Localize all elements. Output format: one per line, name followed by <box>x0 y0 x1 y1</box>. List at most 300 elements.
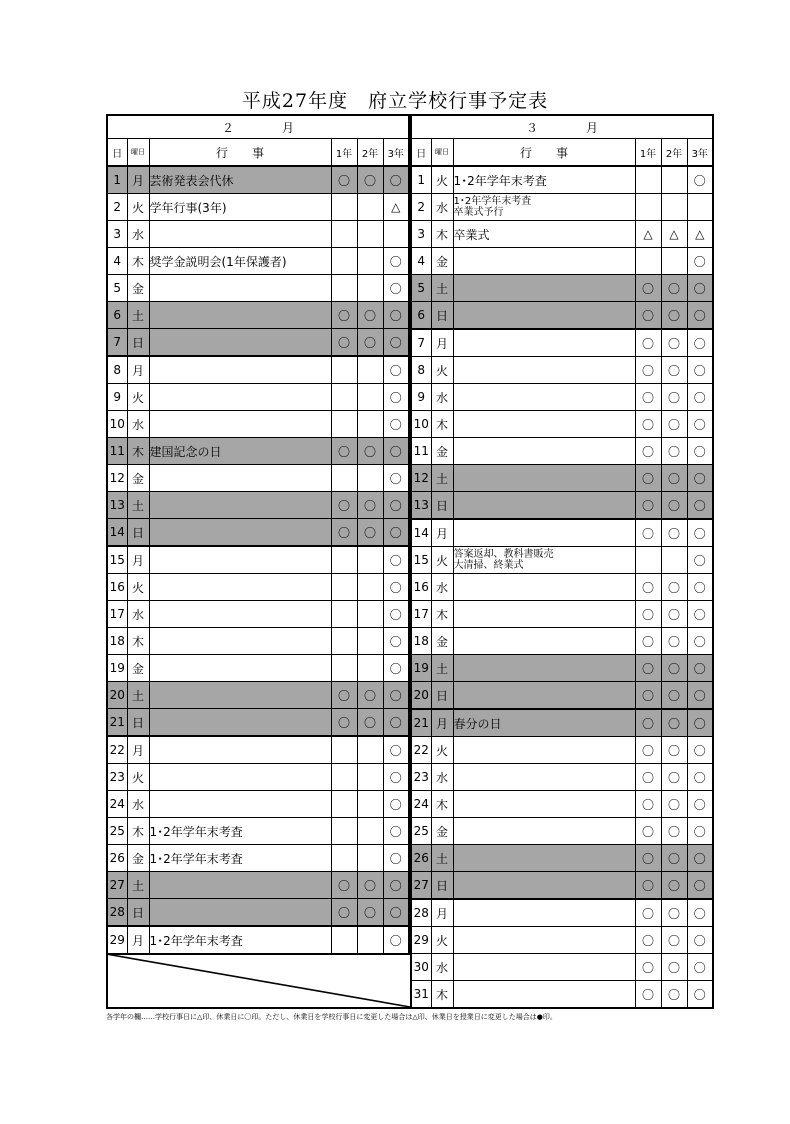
year1-mark: 〇 <box>635 302 661 330</box>
event-text <box>453 845 635 872</box>
header-year2: 2年 <box>357 139 383 167</box>
weekday: 金 <box>127 465 149 492</box>
year3-mark: 〇 <box>687 275 713 302</box>
day-row <box>411 547 713 574</box>
event-text <box>149 329 331 357</box>
event-text <box>453 655 635 682</box>
year3-mark: 〇 <box>687 384 713 411</box>
year1-mark: 〇 <box>331 438 357 465</box>
year2-mark <box>357 546 383 574</box>
day-number: 20 <box>411 682 431 710</box>
day-row <box>107 438 409 465</box>
weekday: 火 <box>431 737 453 764</box>
event-text <box>453 899 635 927</box>
day-number: 4 <box>411 248 431 275</box>
year1-mark: 〇 <box>635 357 661 384</box>
year2-mark <box>357 818 383 845</box>
day-row <box>107 926 409 954</box>
weekday: 金 <box>431 628 453 655</box>
weekday: 水 <box>431 954 453 981</box>
weekday: 日 <box>127 899 149 927</box>
year2-mark <box>357 791 383 818</box>
year3-mark: 〇 <box>687 166 713 194</box>
event-text <box>149 872 331 899</box>
event-text-line1: 1･2年学年末考査 <box>453 196 532 207</box>
event-text <box>453 981 635 1009</box>
event-text <box>453 302 635 330</box>
year3-mark: 〇 <box>687 845 713 872</box>
year2-mark: 〇 <box>661 275 687 302</box>
weekday: 木 <box>127 248 149 275</box>
year2-mark: 〇 <box>661 492 687 520</box>
day-number: 30 <box>411 954 431 981</box>
year2-mark <box>357 655 383 682</box>
page-title: 平成27年度 府立学校行事予定表 <box>241 90 549 112</box>
day-number: 7 <box>107 329 127 357</box>
weekday: 土 <box>127 872 149 899</box>
event-text <box>453 329 635 357</box>
event-text-line2: 卒業式予行 <box>453 207 504 218</box>
event-text: 1･2年学年末考査 <box>149 926 331 954</box>
year2-mark: 〇 <box>661 764 687 791</box>
day-row <box>411 845 713 872</box>
header-weekday: 曜日 <box>431 139 453 167</box>
year2-mark <box>357 736 383 764</box>
day-row <box>107 411 409 438</box>
weekday: 土 <box>431 845 453 872</box>
year1-mark <box>331 574 357 601</box>
year3-mark: 〇 <box>383 465 409 492</box>
year3-mark: 〇 <box>383 655 409 682</box>
day-number: 12 <box>411 465 431 492</box>
weekday: 火 <box>431 927 453 954</box>
year1-mark: 〇 <box>635 764 661 791</box>
diagonal-line <box>106 954 410 1007</box>
event-text: 芸術発表会代休 <box>149 166 331 194</box>
year2-mark <box>661 194 687 221</box>
year2-mark: 〇 <box>357 302 383 329</box>
year1-mark <box>331 411 357 438</box>
header-year2: 2年 <box>661 139 687 167</box>
year3-mark: 〇 <box>383 628 409 655</box>
year1-mark: 〇 <box>635 329 661 357</box>
month-label-february: ２ 月 <box>107 115 409 139</box>
year2-mark: 〇 <box>357 709 383 737</box>
day-number: 22 <box>411 737 431 764</box>
year3-mark: 〇 <box>687 357 713 384</box>
year1-mark: 〇 <box>635 492 661 520</box>
day-row <box>411 737 713 764</box>
year3-mark: 〇 <box>687 601 713 628</box>
day-row <box>107 818 409 845</box>
weekday: 土 <box>431 465 453 492</box>
weekday: 木 <box>431 981 453 1009</box>
year3-mark: 〇 <box>687 872 713 900</box>
day-number: 24 <box>107 791 127 818</box>
year3-mark: 〇 <box>687 465 713 492</box>
weekday: 金 <box>431 438 453 465</box>
year3-mark: 〇 <box>687 899 713 927</box>
event-text <box>453 357 635 384</box>
weekday: 水 <box>431 384 453 411</box>
year2-mark: 〇 <box>357 899 383 927</box>
year2-mark: 〇 <box>661 981 687 1009</box>
day-number: 11 <box>411 438 431 465</box>
year2-mark: △ <box>661 221 687 248</box>
day-number: 31 <box>411 981 431 1009</box>
year1-mark: 〇 <box>635 384 661 411</box>
year3-mark: 〇 <box>687 411 713 438</box>
year3-mark: 〇 <box>383 601 409 628</box>
year1-mark: 〇 <box>635 275 661 302</box>
day-number: 17 <box>411 601 431 628</box>
day-number: 17 <box>107 601 127 628</box>
year1-mark <box>331 601 357 628</box>
day-row <box>411 275 713 302</box>
year3-mark: 〇 <box>687 574 713 601</box>
day-row <box>411 927 713 954</box>
weekday: 土 <box>127 302 149 329</box>
day-number: 27 <box>411 872 431 900</box>
year2-mark <box>357 465 383 492</box>
weekday: 木 <box>127 438 149 465</box>
year2-mark <box>661 547 687 574</box>
day-number: 16 <box>107 574 127 601</box>
event-text-line2: 大清掃、終業式 <box>453 560 524 571</box>
day-number: 13 <box>107 492 127 519</box>
year2-mark: 〇 <box>661 818 687 845</box>
year3-mark: 〇 <box>687 818 713 845</box>
year2-mark: 〇 <box>661 438 687 465</box>
year1-mark: 〇 <box>635 981 661 1009</box>
march-schedule-table <box>410 114 714 1009</box>
day-number: 1 <box>411 166 431 194</box>
event-text <box>149 899 331 927</box>
day-number: 23 <box>411 764 431 791</box>
february-schedule-table <box>106 114 410 955</box>
day-row <box>411 221 713 248</box>
event-text <box>149 302 331 329</box>
day-row <box>107 655 409 682</box>
event-text <box>149 411 331 438</box>
year2-mark <box>357 194 383 221</box>
event-text <box>149 736 331 764</box>
weekday: 水 <box>431 764 453 791</box>
march-table-container <box>410 114 714 1009</box>
header-event: 行 事 <box>453 139 635 167</box>
year3-mark: 〇 <box>687 438 713 465</box>
event-text <box>453 519 635 547</box>
year2-mark: 〇 <box>661 302 687 330</box>
day-number: 25 <box>107 818 127 845</box>
day-number: 8 <box>107 356 127 384</box>
weekday: 日 <box>127 329 149 357</box>
day-number: 23 <box>107 764 127 791</box>
year2-mark <box>357 221 383 248</box>
weekday: 日 <box>127 519 149 547</box>
year3-mark: 〇 <box>687 655 713 682</box>
day-number: 1 <box>107 166 127 194</box>
year3-mark: 〇 <box>383 926 409 954</box>
year1-mark: 〇 <box>635 927 661 954</box>
year1-mark <box>331 818 357 845</box>
day-number: 14 <box>411 519 431 547</box>
year1-mark: 〇 <box>635 899 661 927</box>
weekday: 火 <box>127 764 149 791</box>
event-text <box>149 492 331 519</box>
day-row <box>411 954 713 981</box>
day-row <box>411 791 713 818</box>
year1-mark <box>331 736 357 764</box>
day-row <box>411 357 713 384</box>
day-row <box>411 384 713 411</box>
year1-mark: 〇 <box>635 954 661 981</box>
day-row <box>411 492 713 520</box>
day-number: 29 <box>107 926 127 954</box>
header-day: 日 <box>107 139 127 167</box>
year2-mark: 〇 <box>661 519 687 547</box>
day-row <box>411 465 713 492</box>
day-row <box>411 194 713 221</box>
header-year3: 3年 <box>383 139 409 167</box>
year2-mark: 〇 <box>661 927 687 954</box>
weekday: 木 <box>431 221 453 248</box>
year2-mark: 〇 <box>661 329 687 357</box>
year3-mark: △ <box>383 194 409 221</box>
weekday: 月 <box>127 166 149 194</box>
header-year1: 1年 <box>331 139 357 167</box>
event-text <box>149 546 331 574</box>
day-row <box>107 275 409 302</box>
year3-mark: 〇 <box>383 492 409 519</box>
year1-mark <box>635 547 661 574</box>
event-text <box>453 927 635 954</box>
year3-mark: 〇 <box>383 438 409 465</box>
header-year1: 1年 <box>635 139 661 167</box>
year1-mark: 〇 <box>635 682 661 710</box>
event-text <box>453 954 635 981</box>
day-number: 2 <box>107 194 127 221</box>
weekday: 水 <box>127 791 149 818</box>
day-number: 18 <box>107 628 127 655</box>
weekday: 金 <box>127 845 149 872</box>
weekday: 金 <box>431 248 453 275</box>
day-row <box>107 899 409 927</box>
day-row <box>107 764 409 791</box>
year3-mark: 〇 <box>687 329 713 357</box>
year1-mark: 〇 <box>635 438 661 465</box>
year3-mark: 〇 <box>383 845 409 872</box>
weekday: 火 <box>127 574 149 601</box>
day-number: 5 <box>107 275 127 302</box>
year2-mark <box>357 601 383 628</box>
year1-mark: 〇 <box>635 601 661 628</box>
weekday: 水 <box>127 601 149 628</box>
year1-mark <box>331 465 357 492</box>
event-text <box>149 275 331 302</box>
year3-mark: 〇 <box>687 682 713 710</box>
year1-mark: 〇 <box>635 709 661 737</box>
day-number: 27 <box>107 872 127 899</box>
day-number: 19 <box>411 655 431 682</box>
day-number: 6 <box>107 302 127 329</box>
day-row <box>411 166 713 194</box>
year2-mark: 〇 <box>661 574 687 601</box>
weekday: 水 <box>127 221 149 248</box>
event-cell <box>453 547 635 574</box>
day-number: 28 <box>411 899 431 927</box>
day-row <box>411 899 713 927</box>
year2-mark: 〇 <box>661 465 687 492</box>
year3-mark <box>383 221 409 248</box>
event-text <box>453 791 635 818</box>
year2-mark: 〇 <box>661 791 687 818</box>
year3-mark: 〇 <box>383 275 409 302</box>
year2-mark: 〇 <box>661 737 687 764</box>
year2-mark <box>357 411 383 438</box>
day-number: 29 <box>411 927 431 954</box>
day-row <box>411 248 713 275</box>
day-row <box>107 166 409 194</box>
header-event: 行 事 <box>149 139 331 167</box>
year2-mark: 〇 <box>357 329 383 357</box>
year2-mark: 〇 <box>661 411 687 438</box>
weekday: 木 <box>127 818 149 845</box>
weekday: 月 <box>431 329 453 357</box>
year3-mark: 〇 <box>687 737 713 764</box>
year1-mark: 〇 <box>635 465 661 492</box>
year2-mark <box>661 248 687 275</box>
weekday: 金 <box>431 818 453 845</box>
year1-mark: 〇 <box>331 519 357 547</box>
event-text <box>453 465 635 492</box>
day-number: 12 <box>107 465 127 492</box>
year3-mark: 〇 <box>383 709 409 737</box>
year3-mark: 〇 <box>687 248 713 275</box>
day-number: 7 <box>411 329 431 357</box>
event-text <box>149 709 331 737</box>
year2-mark: 〇 <box>357 438 383 465</box>
day-row <box>411 438 713 465</box>
event-text: 1･2年学年末考査 <box>149 818 331 845</box>
year3-mark: 〇 <box>383 574 409 601</box>
year1-mark: 〇 <box>331 302 357 329</box>
event-text <box>453 737 635 764</box>
year2-mark: 〇 <box>661 899 687 927</box>
event-text <box>453 275 635 302</box>
day-row <box>411 329 713 357</box>
day-row <box>411 601 713 628</box>
event-text <box>453 872 635 900</box>
day-number: 20 <box>107 682 127 709</box>
day-row <box>411 682 713 710</box>
weekday: 日 <box>431 682 453 710</box>
year3-mark: 〇 <box>687 927 713 954</box>
year3-mark: 〇 <box>383 248 409 275</box>
year1-mark: 〇 <box>635 628 661 655</box>
year2-mark: 〇 <box>661 872 687 900</box>
day-row <box>107 302 409 329</box>
year1-mark: 〇 <box>331 899 357 927</box>
day-number: 15 <box>107 546 127 574</box>
year1-mark: 〇 <box>635 872 661 900</box>
day-row <box>411 709 713 737</box>
day-number: 10 <box>107 411 127 438</box>
weekday: 月 <box>127 926 149 954</box>
year2-mark <box>357 628 383 655</box>
event-text <box>149 519 331 547</box>
year3-mark: 〇 <box>383 818 409 845</box>
year3-mark: 〇 <box>687 791 713 818</box>
year1-mark <box>331 845 357 872</box>
day-number: 26 <box>107 845 127 872</box>
year2-mark <box>357 845 383 872</box>
day-row <box>411 655 713 682</box>
empty-area-diagonal <box>106 954 412 1009</box>
weekday: 水 <box>431 194 453 221</box>
weekday: 日 <box>127 709 149 737</box>
event-text <box>453 411 635 438</box>
year3-mark: 〇 <box>383 764 409 791</box>
year2-mark: 〇 <box>357 682 383 709</box>
year3-mark: 〇 <box>383 682 409 709</box>
day-number: 15 <box>411 547 431 574</box>
year3-mark: 〇 <box>383 519 409 547</box>
year3-mark: 〇 <box>687 519 713 547</box>
weekday: 日 <box>431 872 453 900</box>
year3-mark: 〇 <box>383 356 409 384</box>
weekday: 月 <box>431 519 453 547</box>
year1-mark: 〇 <box>635 574 661 601</box>
year1-mark: 〇 <box>635 845 661 872</box>
year1-mark <box>331 275 357 302</box>
day-row <box>411 411 713 438</box>
event-text <box>453 492 635 520</box>
weekday: 木 <box>431 411 453 438</box>
event-text <box>453 384 635 411</box>
year3-mark: 〇 <box>687 547 713 574</box>
day-row <box>107 574 409 601</box>
event-text <box>453 248 635 275</box>
weekday: 火 <box>431 547 453 574</box>
header-weekday: 曜日 <box>127 139 149 167</box>
day-row <box>107 709 409 737</box>
year1-mark <box>331 194 357 221</box>
weekday: 金 <box>127 655 149 682</box>
day-number: 24 <box>411 791 431 818</box>
day-row <box>107 384 409 411</box>
year1-mark: 〇 <box>331 872 357 899</box>
day-number: 11 <box>107 438 127 465</box>
weekday: 月 <box>127 546 149 574</box>
day-row <box>411 981 713 1009</box>
day-number: 19 <box>107 655 127 682</box>
day-number: 9 <box>411 384 431 411</box>
year3-mark: △ <box>687 221 713 248</box>
event-text <box>149 791 331 818</box>
year3-mark: 〇 <box>687 492 713 520</box>
weekday: 月 <box>431 899 453 927</box>
day-number: 8 <box>411 357 431 384</box>
day-row <box>107 329 409 357</box>
year3-mark: 〇 <box>687 764 713 791</box>
year3-mark: 〇 <box>383 546 409 574</box>
weekday: 木 <box>431 791 453 818</box>
year2-mark <box>357 574 383 601</box>
year2-mark: 〇 <box>357 166 383 194</box>
year2-mark <box>661 166 687 194</box>
year1-mark <box>331 655 357 682</box>
